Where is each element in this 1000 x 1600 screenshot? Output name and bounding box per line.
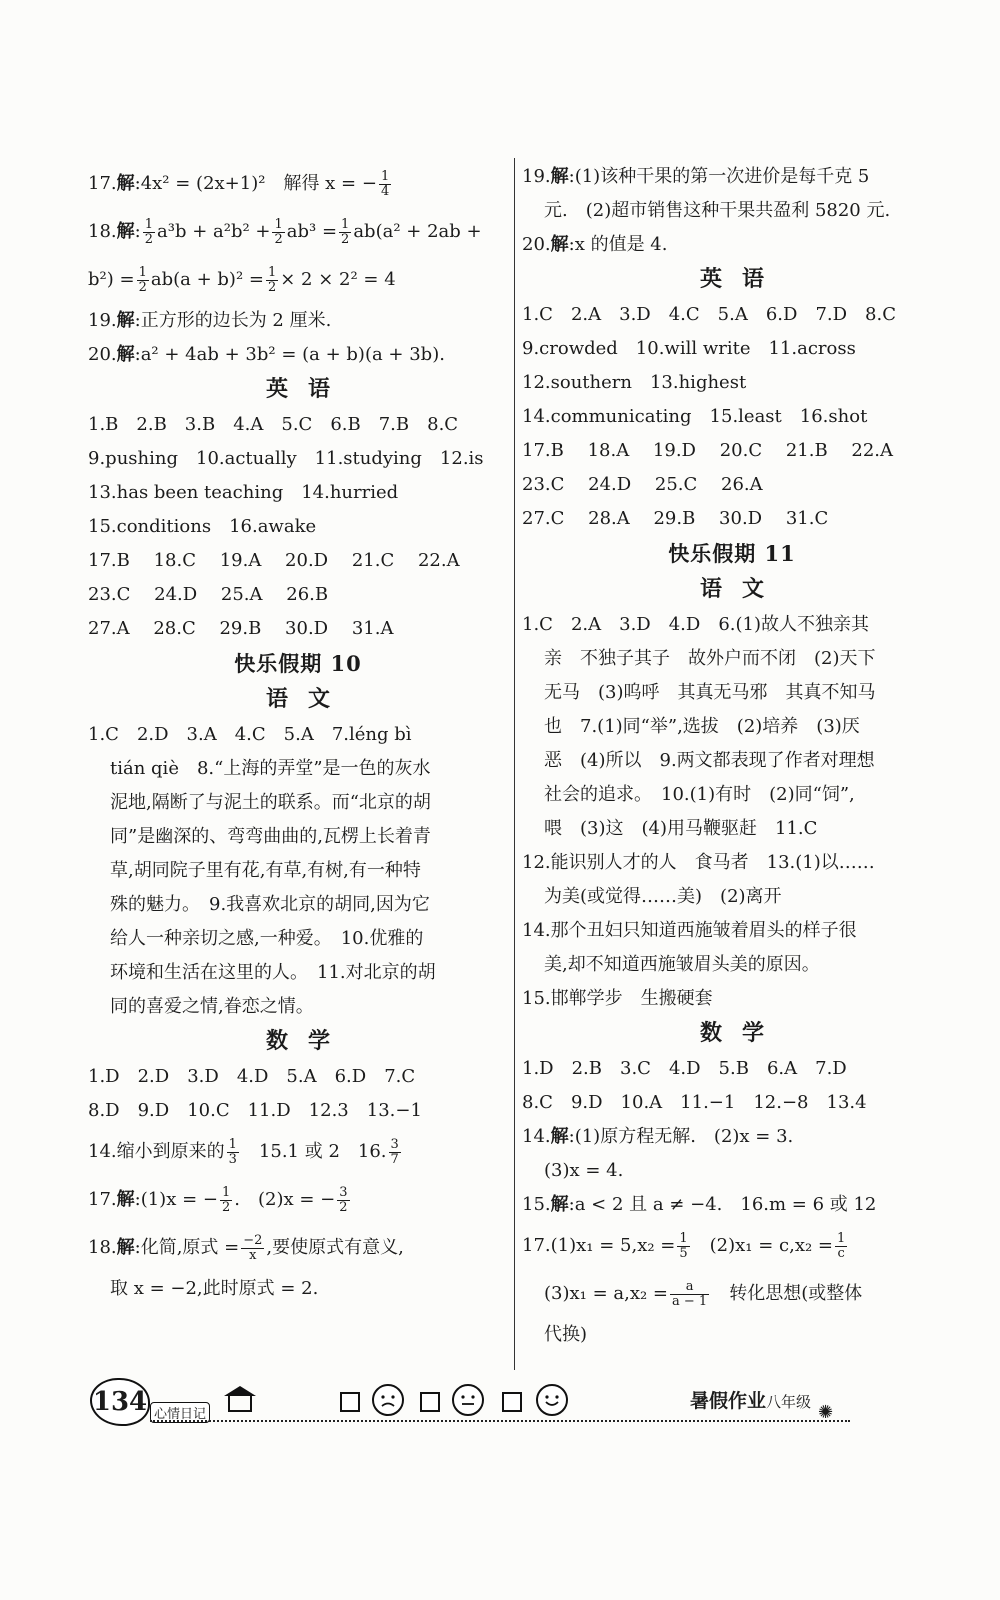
english-heading: 英语 — [699, 267, 784, 292]
math-q17-line3: 代换) — [544, 1324, 588, 1345]
chinese-line: 喂 (3)这 (4)用马鞭驱赶 11.C — [544, 818, 818, 839]
happy-face-icon — [536, 1384, 568, 1416]
checkbox-neutral[interactable] — [420, 1392, 440, 1412]
chinese-line: 14.那个丑妇只知道西施皱着眉头的样子很 — [522, 920, 857, 941]
english-line: 23.C 24.D 25.A 26.B — [88, 584, 329, 605]
math-heading: 数学 — [265, 1029, 350, 1054]
chinese-line: 1.C 2.D 3.A 4.C 5.A 7.léng bì — [88, 724, 412, 745]
math-q18-line2: 取 x = −2,此时原式 = 2. — [110, 1278, 319, 1299]
chinese-line: 15.邯郸学步 生搬硬套 — [522, 988, 713, 1009]
page-number: 134 — [90, 1378, 150, 1426]
english-line: 23.C 24.D 25.C 26.A — [522, 474, 763, 495]
english-line: 27.A 28.C 29.B 30.D 31.A — [88, 618, 394, 639]
math-q19: 19.解:正方形的边长为 2 厘米. — [88, 310, 332, 331]
holiday-10-heading: 快乐假期 10 — [234, 651, 362, 676]
checkbox-sad[interactable] — [340, 1392, 360, 1412]
right-column — [522, 160, 942, 1352]
chinese-line: 社会的追求。 10.(1)有时 (2)同“饲”, — [544, 784, 855, 805]
math-q17: 17.解:4x² = (2x+1)² 解得 x = − $\frac{1}{4}$ — [88, 168, 390, 199]
math-q19-line2: 元. (2)超市销售这种干果共盈利 5820 元. — [544, 200, 891, 221]
left-column — [88, 160, 508, 1306]
math-q18: 18.解:化简,原式 = $\frac{-2}{x}$ ,要使原式有意义, — [88, 1232, 404, 1263]
math-line: 8.C 9.D 10.A 11.−1 12.−8 13.4 — [522, 1092, 867, 1113]
dotted-rule — [150, 1420, 850, 1422]
english-line: 15.conditions 16.awake — [88, 516, 317, 537]
chinese-line: 泥地,隔断了与泥土的联系。而“北京的胡 — [110, 792, 431, 813]
english-line: 1.C 2.A 3.D 4.C 5.A 6.D 7.D 8.C — [522, 304, 897, 325]
sad-face-icon — [372, 1384, 404, 1416]
math-q17-line2: (3)x₁ = a,x₂ = $\frac{a}{a - 1}$ 转化思想(或整体 — [544, 1278, 863, 1309]
math-q17: 17.解:(1)x = − $\frac{1}{2}$ . (2)x = − $\frac{3}{2}$ — [88, 1184, 348, 1215]
page-footer — [90, 1372, 890, 1432]
math-q14: 14.缩小到原来的 $\frac{1}{3}$ 15.1 或 2 16. $\frac{3}{7}$ — [88, 1136, 399, 1167]
math-heading: 数学 — [699, 1021, 784, 1046]
english-line: 17.B 18.C 19.A 20.D 21.C 22.A — [88, 550, 460, 571]
chinese-line: 给人一种亲切之感,一种爱。 10.优雅的 — [110, 928, 424, 949]
english-line: 13.has been teaching 14.hurried — [88, 482, 399, 503]
math-q20: 20.解:x 的值是 4. — [522, 234, 668, 255]
chinese-line: 亲 不独子其子 故外户而不闭 (2)天下 — [544, 648, 876, 669]
checkbox-happy[interactable] — [502, 1392, 522, 1412]
neutral-face-icon — [452, 1384, 484, 1416]
house-icon — [228, 1396, 252, 1412]
chinese-line: 恶 (4)所以 9.两文都表现了作者对理想 — [544, 750, 875, 771]
chinese-line: tián qiè 8.“上海的弄堂”是一色的灰水 — [110, 758, 431, 779]
english-line: 27.C 28.A 29.B 30.D 31.C — [522, 508, 829, 529]
chinese-line: 殊的魅力。 9.我喜欢北京的胡同,因为它 — [110, 894, 430, 915]
math-q19: 19.解:(1)该种干果的第一次进价是每千克 5 — [522, 166, 870, 187]
mood-diary-label: 心情日记 — [150, 1402, 210, 1423]
chinese-line: 1.C 2.A 3.D 4.D 6.(1)故人不独亲其 — [522, 614, 869, 635]
math-q18-line2: b²) = $\frac{1}{2}$ ab(a + b)² = $\frac{1}{2}$ × 2 × 2² = 4 — [88, 264, 396, 295]
chinese-line: 无马 (3)呜呼 其真无马邪 其真不知马 — [544, 682, 876, 703]
english-line: 17.B 18.A 19.D 20.C 21.B 22.A — [522, 440, 894, 461]
math-q14-line2: (3)x = 4. — [544, 1160, 624, 1181]
chinese-line: 也 7.(1)同“举”,选拔 (2)培养 (3)厌 — [544, 716, 860, 737]
math-line: 8.D 9.D 10.C 11.D 12.3 13.−1 — [88, 1100, 422, 1121]
english-heading: 英语 — [265, 377, 350, 402]
english-line: 14.communicating 15.least 16.shot — [522, 406, 868, 427]
chinese-heading: 语文 — [265, 687, 350, 712]
chinese-line: 美,却不知道西施皱眉头美的原因。 — [544, 954, 820, 975]
english-line: 9.crowded 10.will write 11.across — [522, 338, 856, 359]
chinese-line: 草,胡同院子里有花,有草,有树,有一种特 — [110, 860, 421, 881]
holiday-11-heading: 快乐假期 11 — [668, 541, 796, 566]
grade-label: 八年级 — [766, 1393, 812, 1411]
book-title: 暑假作业八年级 — [690, 1390, 812, 1412]
chinese-heading: 语文 — [699, 577, 784, 602]
english-line: 1.B 2.B 3.B 4.A 5.C 6.B 7.B 8.C — [88, 414, 459, 435]
math-q17: 17.(1)x₁ = 5,x₂ = $\frac{1}{5}$ (2)x₁ = c,x₂ = $\frac{1}{c}$ — [522, 1230, 846, 1261]
chinese-line: 同”是幽深的、弯弯曲曲的,瓦楞上长着青 — [110, 826, 431, 847]
sun-icon: ✺ — [818, 1402, 834, 1423]
math-q15: 15.解:a < 2 且 a ≠ −4. 16.m = 6 或 12 — [522, 1194, 877, 1215]
math-q14: 14.解:(1)原方程无解. (2)x = 3. — [522, 1126, 794, 1147]
chinese-line: 为美(或觉得……美) (2)离开 — [544, 886, 782, 907]
chinese-line: 环境和生活在这里的人。 11.对北京的胡 — [110, 962, 436, 983]
math-line: 1.D 2.B 3.C 4.D 5.B 6.A 7.D — [522, 1058, 847, 1079]
chinese-line: 同的喜爱之情,眷恋之情。 — [110, 996, 314, 1017]
math-q20: 20.解:a² + 4ab + 3b² = (a + b)(a + 3b). — [88, 344, 445, 365]
math-line: 1.D 2.D 3.D 4.D 5.A 6.D 7.C — [88, 1066, 416, 1087]
column-divider — [514, 158, 515, 1370]
english-line: 9.pushing 10.actually 11.studying 12.is — [88, 448, 484, 469]
math-q18-line1: 18.解: $\frac{1}{2}$ a³b + a²b² + $\frac{1}{2}$ ab³ = $\frac{1}{2}$ ab(a² + 2ab + — [88, 216, 482, 247]
english-line: 12.southern 13.highest — [522, 372, 747, 393]
chinese-line: 12.能识别人才的人 食马者 13.(1)以…… — [522, 852, 875, 873]
